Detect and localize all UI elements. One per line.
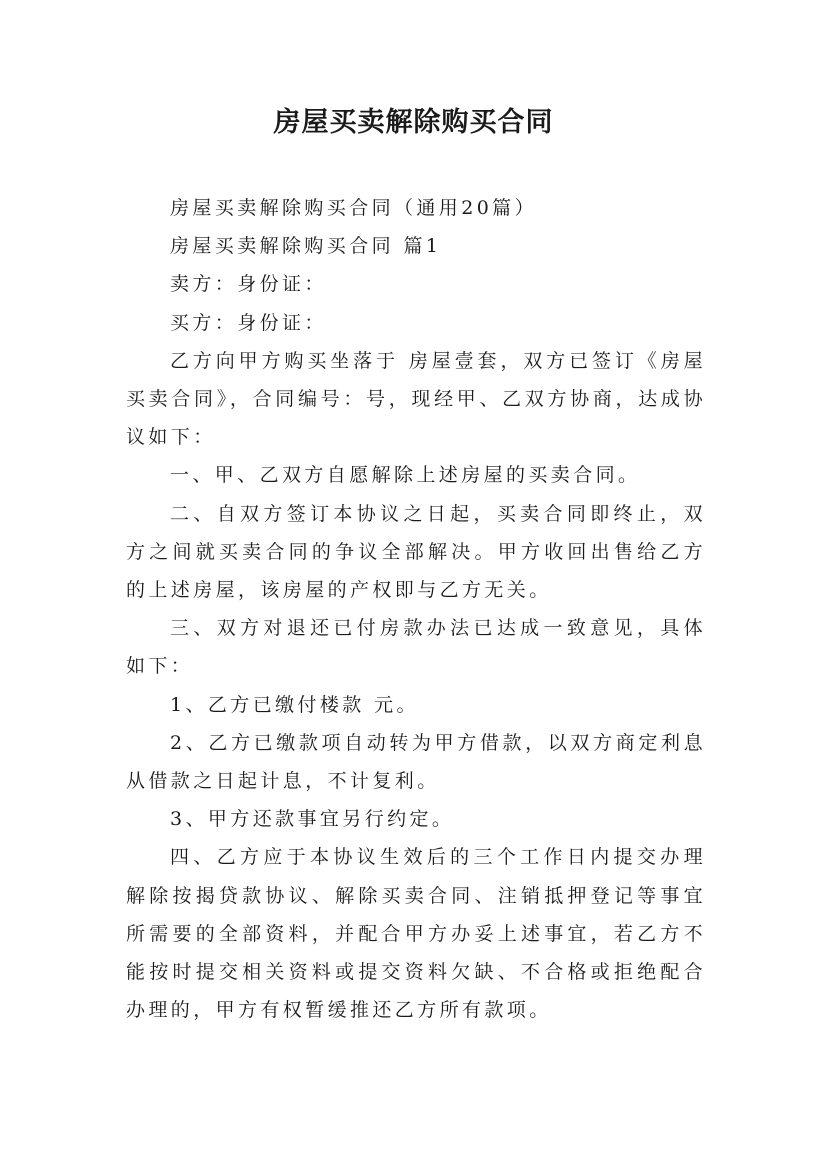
paragraph-clause-1: 一、甲、乙双方自愿解除上述房屋的买卖合同。 (170, 464, 641, 487)
paragraph-preamble: 乙方向甲方购买坐落于 房屋壹套，双方已签订《房屋买卖合同》，合同编号：号，现经甲、乙双方协商，达成协议如下： (126, 349, 706, 449)
paragraph-clause-4: 四、乙方应于本协议生效后的三个工作日内提交办理解除按揭贷款协议、解除买卖合同、注销抵押登记等事宜所需要的全部资料，并配合甲方办妥上述事宜，若乙方不能按时提交相关资料或提交资料欠缺、不合格或拒绝配合办理的，甲方有权暂缓推还乙方所有款项。 (126, 846, 706, 1022)
document-body (126, 189, 706, 1029)
document-title: 房屋买卖解除购买合同 (273, 107, 554, 138)
paragraph-subtitle: 房屋买卖解除购买合同（通用20篇） (170, 197, 537, 219)
paragraph-buyer: 买方：身份证： (170, 311, 327, 334)
paragraph-section-heading: 房屋买卖解除购买合同 篇1 (170, 235, 442, 258)
paragraph-clause-3-item-3: 3、甲方还款事宜另行约定。 (170, 808, 455, 831)
paragraph-clause-3-item-1: 1、乙方已缴付楼款 元。 (170, 693, 419, 716)
paragraph-clause-3-item-2: 2、乙方已缴款项自动转为甲方借款，以双方商定利息从借款之日起计息，不计复利。 (126, 731, 706, 793)
paragraph-clause-3: 三、双方对退还已付房款办法已达成一致意见，具体如下： (126, 617, 706, 678)
paragraph-seller: 卖方：身份证： (170, 273, 327, 296)
paragraph-clause-2: 二、自双方签订本协议之日起，买卖合同即终止，双方之间就买卖合同的争议全部解决。甲方收回出售给乙方的上述房屋，该房屋的产权即与乙方无关。 (126, 502, 706, 602)
